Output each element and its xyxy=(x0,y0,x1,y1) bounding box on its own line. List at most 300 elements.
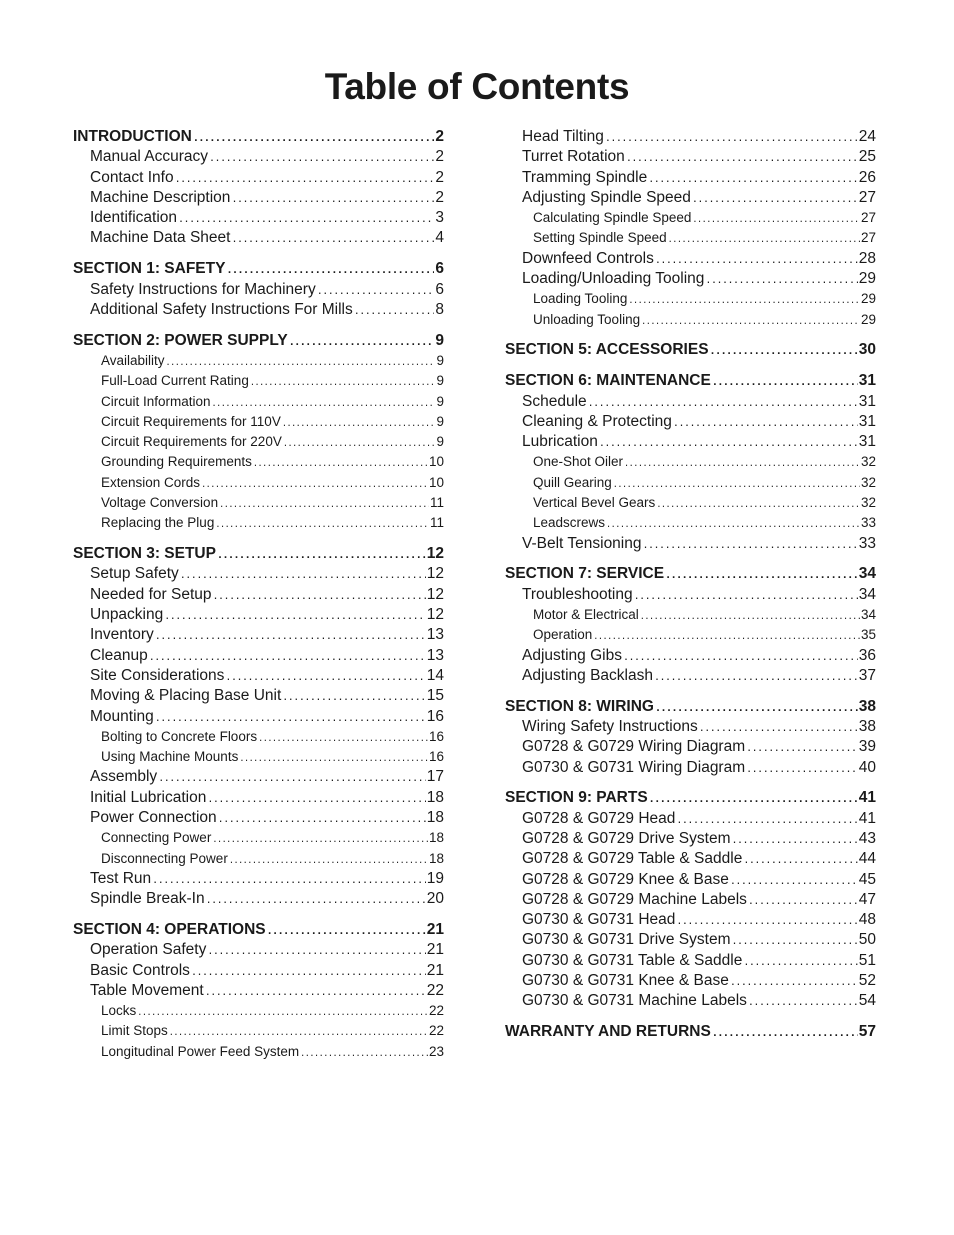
toc-entry-machine-description xyxy=(73,188,444,208)
toc-page-number: 31 xyxy=(858,392,876,410)
toc-page-number: 14 xyxy=(426,666,444,684)
dot-leader xyxy=(692,210,860,230)
toc-entry-title: Turret Rotation xyxy=(522,148,625,166)
dot-leader xyxy=(743,953,857,973)
toc-page-number: 18 xyxy=(428,850,444,866)
dot-leader xyxy=(730,872,858,892)
toc-entry-unpacking xyxy=(73,605,444,625)
toc-entry-mounting xyxy=(73,707,444,727)
toc-page-number: 2 xyxy=(435,128,444,145)
toc-section-section-9-parts xyxy=(505,788,876,808)
toc-entry-g0728-g0729-drive-system xyxy=(505,829,876,849)
toc-entry-setup-safety xyxy=(73,564,444,584)
toc-entry-title: G0730 & G0731 Knee & Base xyxy=(522,972,729,990)
toc-entry-title: Spindle Break-In xyxy=(90,890,205,908)
toc-entry-identification xyxy=(73,208,444,228)
toc-entry-title: G0728 & G0729 Head xyxy=(522,809,676,827)
toc-section-section-2-power-supply xyxy=(73,331,444,351)
toc-entry-test-run xyxy=(73,869,444,889)
toc-section-section-5-accessories xyxy=(505,340,876,360)
toc-page-number: 32 xyxy=(860,495,876,511)
toc-page-number: 33 xyxy=(858,534,876,552)
toc-entry-title: Machine Data Sheet xyxy=(90,229,231,247)
toc-page-number: 20 xyxy=(426,890,444,908)
toc-entry-machine-data-sheet xyxy=(73,228,444,248)
toc-entry-site-considerations xyxy=(73,666,444,686)
dot-leader xyxy=(588,394,858,414)
toc-entry-locks xyxy=(73,1001,444,1021)
dot-leader xyxy=(710,342,858,362)
toc-entry-title: Full-Load Current Rating xyxy=(101,373,249,389)
toc-entry-wiring-safety-instructions xyxy=(505,717,876,737)
toc-page-number: 2 xyxy=(435,188,444,206)
dot-leader xyxy=(212,394,436,414)
toc-entry-v-belt-tensioning xyxy=(505,534,876,554)
toc-page-number: 4 xyxy=(435,229,444,247)
dot-leader xyxy=(193,129,435,149)
toc-entry-g0728-g0729-head xyxy=(505,809,876,829)
toc-page-number: 50 xyxy=(858,931,876,949)
toc-entry-title: Schedule xyxy=(522,392,587,410)
toc-page-number: 6 xyxy=(435,260,444,278)
toc-entry-safety-instructions-for-machinery xyxy=(73,280,444,300)
toc-entry-schedule xyxy=(505,392,876,412)
toc-entry-connecting-power xyxy=(73,828,444,848)
toc-page-number: 16 xyxy=(428,749,444,765)
toc-entry-title: SECTION 6: MAINTENANCE xyxy=(505,372,711,390)
toc-entry-adjusting-gibs xyxy=(505,646,876,666)
toc-page-number: 10 xyxy=(428,454,444,470)
dot-leader xyxy=(239,749,428,769)
toc-entry-vertical-bevel-gears xyxy=(505,493,876,513)
toc-entry-title: Cleaning & Protecting xyxy=(522,412,672,430)
toc-page-number: 41 xyxy=(858,809,876,827)
toc-entry-title: SECTION 3: SETUP xyxy=(73,545,216,563)
toc-entry-title: Manual Accuracy xyxy=(90,148,209,166)
toc-page-number: 16 xyxy=(428,728,444,744)
toc-entry-title: Replacing the Plug xyxy=(101,515,215,531)
toc-entry-title: Voltage Conversion xyxy=(101,495,219,511)
dot-leader xyxy=(623,648,858,668)
dot-leader xyxy=(219,495,429,515)
dot-leader xyxy=(282,688,425,708)
dot-leader xyxy=(225,668,425,688)
toc-entry-loading-unloading-tooling xyxy=(505,269,876,289)
toc-page-number: 13 xyxy=(426,626,444,644)
toc-page-number: 26 xyxy=(858,168,876,186)
toc-page-number: 12 xyxy=(426,606,444,624)
dot-leader xyxy=(643,536,858,556)
toc-entry-title: Mounting xyxy=(90,707,154,725)
toc-page-number: 21 xyxy=(426,941,444,959)
toc-page-number: 48 xyxy=(858,911,876,929)
dot-leader xyxy=(218,810,426,830)
toc-entry-title: Operation Safety xyxy=(90,941,207,959)
toc-entry-title: Availability xyxy=(101,352,165,368)
toc-page-number: 18 xyxy=(428,830,444,846)
toc-entry-title: Lubrication xyxy=(522,433,598,451)
dot-leader xyxy=(155,627,426,647)
toc-page-number: 31 xyxy=(858,412,876,430)
dot-leader xyxy=(212,830,428,850)
toc-page-number: 22 xyxy=(428,1003,444,1019)
toc-page-number: 23 xyxy=(428,1043,444,1059)
toc-page-number: 11 xyxy=(429,515,444,531)
toc-page-number: 18 xyxy=(426,809,444,826)
toc-entry-table-movement xyxy=(73,981,444,1001)
toc-entry-title: Using Machine Mounts xyxy=(101,749,239,765)
toc-page-number: 29 xyxy=(858,270,876,288)
dot-leader xyxy=(748,993,858,1013)
toc-page-number: 52 xyxy=(858,972,876,990)
toc-entry-title: Adjusting Gibs xyxy=(522,646,622,664)
dot-leader xyxy=(654,668,858,688)
dot-leader xyxy=(599,434,858,454)
dot-leader xyxy=(282,414,436,434)
toc-page-number: 18 xyxy=(426,788,444,806)
dot-leader xyxy=(354,302,435,322)
dot-leader xyxy=(300,1044,428,1064)
toc-entry-title: Initial Lubrication xyxy=(90,788,207,806)
toc-entry-title: One-Shot Oiler xyxy=(533,454,624,470)
page-title: Table of Contents xyxy=(324,66,630,107)
toc-section-warranty-and-returns xyxy=(505,1022,876,1042)
toc-entry-title: Adjusting Backlash xyxy=(522,666,653,684)
toc-entry-title: SECTION 2: POWER SUPPLY xyxy=(73,331,288,349)
dot-leader xyxy=(229,851,428,871)
toc-entry-needed-for-setup xyxy=(73,585,444,605)
dot-leader xyxy=(655,699,858,719)
toc-entry-title: Contact Info xyxy=(90,168,174,186)
dot-leader xyxy=(258,729,428,749)
toc-entry-title: G0730 & G0731 Wiring Diagram xyxy=(522,758,746,776)
toc-entry-circuit-requirements-for-220v xyxy=(73,432,444,452)
toc-page-number: 9 xyxy=(436,352,444,368)
toc-page-number: 31 xyxy=(858,372,876,390)
toc-page-number: 30 xyxy=(858,341,876,359)
toc-entry-title: Leadscrews xyxy=(533,515,606,531)
toc-entry-title: SECTION 1: SAFETY xyxy=(73,260,226,278)
toc-entry-additional-safety-instructions-for-mills xyxy=(73,300,444,320)
dot-leader xyxy=(712,1024,858,1044)
toc-entry-title: Moving & Placing Base Unit xyxy=(90,687,282,705)
dot-leader xyxy=(624,454,860,474)
toc-page-number: 54 xyxy=(858,992,876,1010)
toc-page-number: 27 xyxy=(858,188,876,206)
dot-leader xyxy=(673,414,858,434)
toc-entry-title: Wiring Safety Instructions xyxy=(522,718,698,736)
dot-leader xyxy=(712,373,858,393)
toc-page-number: 31 xyxy=(858,433,876,451)
toc-entry-replacing-the-plug xyxy=(73,513,444,533)
toc-section-introduction xyxy=(73,127,444,147)
toc-page-number: 9 xyxy=(436,393,444,409)
toc-page-number: 28 xyxy=(858,249,876,267)
toc-right-column xyxy=(505,127,876,1042)
toc-entry-title: G0730 & G0731 Machine Labels xyxy=(522,992,747,1010)
toc-entry-disconnecting-power xyxy=(73,849,444,869)
toc-entry-title: Loading Tooling xyxy=(533,291,628,307)
dot-leader xyxy=(699,719,858,739)
toc-entry-title: G0728 & G0729 Wiring Diagram xyxy=(522,738,746,756)
toc-page-number: 25 xyxy=(858,148,876,166)
dot-leader xyxy=(606,515,860,535)
toc-page-number: 3 xyxy=(435,209,444,227)
dot-leader xyxy=(149,648,426,668)
dot-leader xyxy=(201,475,428,495)
toc-entry-tramming-spindle xyxy=(505,168,876,188)
toc-entry-motor-electrical xyxy=(505,605,876,625)
dot-leader xyxy=(250,373,436,393)
toc-entry-title: Circuit Requirements for 110V xyxy=(101,413,281,429)
toc-entry-title: Locks xyxy=(101,1003,137,1019)
toc-entry-title: Calculating Spindle Speed xyxy=(533,210,692,226)
toc-entry-title: WARRANTY AND RETURNS xyxy=(505,1023,711,1041)
dot-leader xyxy=(209,149,434,169)
dot-leader xyxy=(628,291,860,311)
toc-entry-title: Motor & Electrical xyxy=(533,607,639,623)
toc-entry-spindle-break-in xyxy=(73,889,444,909)
toc-section-section-3-setup xyxy=(73,544,444,564)
dot-leader xyxy=(289,333,435,353)
dot-leader xyxy=(746,739,858,759)
toc-entry-using-machine-mounts xyxy=(73,747,444,767)
toc-entry-title: Identification xyxy=(90,209,178,227)
toc-entry-quill-gearing xyxy=(505,473,876,493)
toc-entry-title: INTRODUCTION xyxy=(73,128,192,145)
dot-leader xyxy=(215,515,429,535)
toc-entry-head-tilting xyxy=(505,127,876,147)
toc-page-number: 37 xyxy=(858,666,876,684)
toc-entry-g0730-g0731-knee-base xyxy=(505,971,876,991)
toc-entry-lubrication xyxy=(505,432,876,452)
toc-section-section-4-operations xyxy=(73,920,444,940)
toc-entry-title: Bolting to Concrete Floors xyxy=(101,728,258,744)
toc-entry-contact-info xyxy=(73,168,444,188)
toc-section-section-1-safety xyxy=(73,259,444,279)
dot-leader xyxy=(692,190,858,210)
dot-leader xyxy=(180,566,426,586)
toc-page-number: 2 xyxy=(435,168,444,186)
toc-entry-g0730-g0731-wiring-diagram xyxy=(505,758,876,778)
dot-leader xyxy=(655,251,858,271)
toc-entry-title: G0730 & G0731 Table & Saddle xyxy=(522,951,743,969)
toc-page-number: 35 xyxy=(860,627,876,643)
toc-entry-inventory xyxy=(73,625,444,645)
toc-entry-title: Additional Safety Instructions For Mills xyxy=(90,300,353,318)
toc-page-number: 43 xyxy=(858,830,876,847)
toc-entry-title: Extension Cords xyxy=(101,474,201,490)
toc-entry-circuit-requirements-for-110v xyxy=(73,412,444,432)
dot-leader xyxy=(317,282,435,302)
dot-leader xyxy=(676,912,857,932)
toc-entry-title: G0728 & G0729 Machine Labels xyxy=(522,890,747,908)
toc-page-number: 16 xyxy=(426,707,444,725)
toc-entry-adjusting-backlash xyxy=(505,666,876,686)
toc-page-number: 24 xyxy=(858,128,876,145)
toc-entry-title: Operation xyxy=(533,627,593,643)
toc-entry-loading-tooling xyxy=(505,289,876,309)
toc-entry-unloading-tooling xyxy=(505,310,876,330)
toc-entry-title: Safety Instructions for Machinery xyxy=(90,280,316,298)
toc-entry-title: SECTION 5: ACCESSORIES xyxy=(505,341,709,359)
toc-page-number: 45 xyxy=(858,870,876,888)
toc-entry-title: Assembly xyxy=(90,768,158,786)
toc-entry-cleaning-protecting xyxy=(505,412,876,432)
toc-page-number: 6 xyxy=(435,280,444,298)
dot-leader xyxy=(634,587,858,607)
dot-leader xyxy=(191,963,426,983)
toc-entry-bolting-to-concrete-floors xyxy=(73,727,444,747)
dot-leader xyxy=(231,230,434,250)
toc-entry-basic-controls xyxy=(73,961,444,981)
toc-page-number: 9 xyxy=(435,331,444,349)
dot-leader xyxy=(732,831,858,851)
toc-entry-moving-placing-base-unit xyxy=(73,686,444,706)
toc-entry-title: Grounding Requirements xyxy=(101,454,252,470)
toc-page-number: 21 xyxy=(426,961,444,979)
toc-entry-title: Head Tilting xyxy=(522,128,604,145)
toc-page-number: 27 xyxy=(860,230,876,246)
dot-leader xyxy=(283,434,436,454)
toc-page-number: 34 xyxy=(858,565,876,583)
toc-page-number: 39 xyxy=(858,738,876,756)
toc-entry-g0730-g0731-machine-labels xyxy=(505,991,876,1011)
toc-entry-title: Loading/Unloading Tooling xyxy=(522,270,705,288)
dot-leader xyxy=(166,353,436,373)
toc-section-section-7-service xyxy=(505,564,876,584)
toc-entry-title: G0730 & G0731 Head xyxy=(522,911,676,929)
toc-entry-title: Adjusting Spindle Speed xyxy=(522,188,691,206)
toc-entry-operation xyxy=(505,625,876,645)
toc-section-section-8-wiring xyxy=(505,697,876,717)
toc-entry-adjusting-spindle-speed xyxy=(505,188,876,208)
toc-entry-title: Basic Controls xyxy=(90,961,190,979)
toc-entry-title: Downfeed Controls xyxy=(522,249,654,267)
toc-entry-operation-safety xyxy=(73,940,444,960)
toc-page-number: 29 xyxy=(860,311,876,327)
toc-entry-title: Cleanup xyxy=(90,646,148,664)
toc-entry-title: Power Connection xyxy=(90,809,217,826)
dot-leader xyxy=(626,149,858,169)
toc-entry-title: Vertical Bevel Gears xyxy=(533,495,656,511)
toc-page-number: 22 xyxy=(426,981,444,999)
toc-entry-title: Circuit Information xyxy=(101,393,211,409)
toc-entry-title: SECTION 7: SERVICE xyxy=(505,565,665,583)
toc-entry-title: Longitudinal Power Feed System xyxy=(101,1043,300,1059)
toc-entry-title: SECTION 4: OPERATIONS xyxy=(73,920,266,938)
toc-page-number: 38 xyxy=(858,718,876,736)
toc-entry-title: Test Run xyxy=(90,869,152,887)
toc-left-column xyxy=(73,127,444,1062)
toc-page-number: 47 xyxy=(858,890,876,908)
toc-entry-title: Connecting Power xyxy=(101,830,212,846)
dot-leader xyxy=(207,790,425,810)
dot-leader xyxy=(613,475,860,495)
toc-page-number: 33 xyxy=(860,515,876,531)
dot-leader xyxy=(169,1023,428,1043)
dot-leader xyxy=(226,261,434,281)
toc-page-number: 44 xyxy=(858,850,876,868)
toc-entry-g0730-g0731-table-saddle xyxy=(505,951,876,971)
toc-entry-circuit-information xyxy=(73,392,444,412)
dot-leader xyxy=(676,811,857,831)
toc-page-number: 27 xyxy=(860,210,876,226)
dot-leader xyxy=(705,271,857,291)
toc-page-number: 19 xyxy=(426,869,444,887)
toc-page-number: 12 xyxy=(426,565,444,583)
toc-entry-title: G0728 & G0729 Table & Saddle xyxy=(522,850,743,868)
toc-entry-turret-rotation xyxy=(505,147,876,167)
dot-leader xyxy=(668,230,860,250)
toc-entry-g0728-g0729-machine-labels xyxy=(505,890,876,910)
toc-page-number: 34 xyxy=(860,607,876,623)
toc-entry-grounding-requirements xyxy=(73,452,444,472)
toc-entry-title: Unpacking xyxy=(90,606,164,624)
toc-entry-g0730-g0731-head xyxy=(505,910,876,930)
dot-leader xyxy=(605,129,858,149)
toc-entry-initial-lubrication xyxy=(73,788,444,808)
toc-page-number: 22 xyxy=(428,1023,444,1039)
dot-leader xyxy=(267,922,426,942)
dot-leader xyxy=(593,627,860,647)
toc-entry-title: Table Movement xyxy=(90,981,204,999)
toc-entry-g0728-g0729-knee-base xyxy=(505,870,876,890)
toc-entry-g0728-g0729-table-saddle xyxy=(505,849,876,869)
toc-page-number: 57 xyxy=(858,1023,876,1041)
toc-page-number: 29 xyxy=(860,291,876,307)
toc-entry-title: Disconnecting Power xyxy=(101,850,228,866)
toc-entry-title: G0728 & G0729 Drive System xyxy=(522,830,731,847)
dot-leader xyxy=(746,760,858,780)
toc-entry-calculating-spindle-speed xyxy=(505,208,876,228)
toc-entry-title: Tramming Spindle xyxy=(522,168,648,186)
toc-page-number: 36 xyxy=(858,646,876,664)
toc-entry-title: Limit Stops xyxy=(101,1023,168,1039)
dot-leader xyxy=(665,566,858,586)
toc-entry-g0730-g0731-drive-system xyxy=(505,930,876,950)
dot-leader xyxy=(748,892,858,912)
dot-leader xyxy=(213,587,426,607)
dot-leader xyxy=(158,769,426,789)
dot-leader xyxy=(640,607,860,627)
toc-page-number: 32 xyxy=(860,474,876,490)
toc-entry-extension-cords xyxy=(73,473,444,493)
dot-leader xyxy=(732,932,858,952)
dot-leader xyxy=(164,607,426,627)
toc-page-number: 2 xyxy=(435,148,444,166)
toc-entry-setting-spindle-speed xyxy=(505,228,876,248)
toc-page-number: 34 xyxy=(858,585,876,603)
toc-entry-title: SECTION 8: WIRING xyxy=(505,697,654,715)
toc-entry-title: G0730 & G0731 Drive System xyxy=(522,931,731,949)
dot-leader xyxy=(656,495,860,515)
toc-entry-troubleshooting xyxy=(505,585,876,605)
toc-page-number: 10 xyxy=(428,474,444,490)
toc-page-number: 40 xyxy=(858,758,876,776)
toc-page-number: 12 xyxy=(426,545,444,563)
toc-entry-one-shot-oiler xyxy=(505,452,876,472)
toc-entry-title: Quill Gearing xyxy=(533,474,612,490)
toc-entry-title: Needed for Setup xyxy=(90,585,212,603)
toc-entry-full-load-current-rating xyxy=(73,371,444,391)
toc-entry-cleanup xyxy=(73,646,444,666)
toc-page-number: 8 xyxy=(435,300,444,318)
toc-entry-title: Setup Safety xyxy=(90,565,179,583)
toc-page-number: 11 xyxy=(429,495,444,511)
dot-leader xyxy=(175,170,435,190)
toc-page-number: 21 xyxy=(426,920,444,938)
